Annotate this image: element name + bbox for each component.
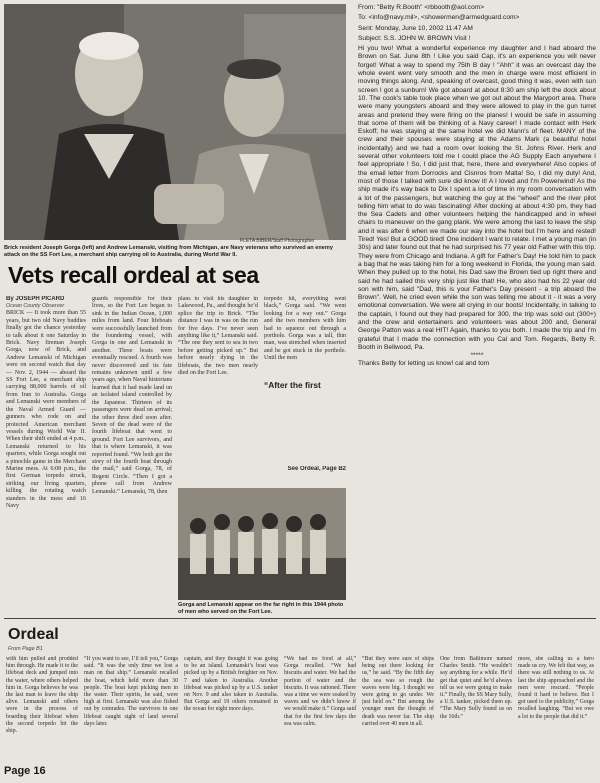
continuation-from: From Page B1 (8, 646, 43, 652)
article-column-3 (178, 296, 258, 482)
continuation-column-4: “We had no food at all,” Gorga recalled. “We had biscuits and water. We had the portion of water and the biscuits. It was rationed. There was a time we were soaked by waves and we didn’t know if we would make it.” Gorga said that for the first few days the sea was calm. (284, 656, 356, 727)
email-from: From: "Betty R.Booth" <rbbooth@aol.com> (358, 4, 485, 11)
column-text: BRICK — It took more than 55 years, but two old Navy buddies finally got the chance yesterday to talk about it one Saturday in Brick. Navy fireman Joseph Gorga, now of Brick, and Andrew Lemanski of Michigan were on second watch that day — Nov. 2, 1944 — aboard the SS Fort Lee, a merchant ship carrying 88,000 barrels of oil from Iran to Australia. Gorga and Lemanski were members of the Naval Armed Guard — gunners who rode on and protected American merchant vessels during World War II. When their shift ended at 4 p.m., Lemanski returned to his quarters, while Gorga sought out a pinochle game in the Merchant Marine mess. At 6:08 p.m., the first German torpedo struck, striking our living quarters, killing the rotating watch standers in the mess and 16 Navy (6, 310, 86, 509)
historic-photo-caption: Gorga and Lemanski appear on the far right in this 1944 photo of men who served on the Fort Lee. (178, 602, 344, 615)
column-text: torpedo hit, everything went black,” Gorga said. “We went looking for a way out.” Gorga and the two members with him had to squeeze out through a porthole. Gorga was a tall, thin man, was stretched when inserted and he got stuck in the porthole. Until the men (264, 296, 346, 362)
continuation-column-2: “If you want to see, I’ll tell you,” Gorga said. “It was the only time we lost a man on that ship.” Lemanski recalled the boat, which held more than 30 people. The boat kept picking men in the water. Their spirits, he said, were high at first. Lemanski was also fished out by comrades. The survivors in one lifeboat caught sight of land several days later. (84, 656, 178, 727)
continuation-column-3: captain, and they thought it was going to be an island. Lemanski’s boat was picked up by a British freighter on Nov. 7 and taken to Australia. Another lifeboat was picked up by a U.S. tanker on Nov. 9 and also taken to Australia. But Gorga and 19 others remained in the ocean for eight more days. (184, 656, 278, 713)
photo-credit: FLETA BIBER/Staff Photographer (240, 238, 315, 244)
photo-caption: Brick resident Joseph Gorga (left) and Andrew Lemanski, visiting from Michigan, are Navy veterans who survived an enemy attack on the SS Fort Lee, a merchant ship carrying oil to Australia, during World War II. (4, 245, 333, 258)
historic-crew-photo (178, 488, 346, 600)
section-divider (4, 618, 596, 619)
pull-quote: “After the first (264, 380, 321, 390)
email-letter (358, 4, 596, 369)
article-column-4 (264, 296, 346, 372)
email-signoff: Thanks Betty for letting us know! cal and tom (358, 360, 490, 368)
continuation-column-7: more, she calling us a hero made us cry. We felt that way, as there was still nothing to us. At last the ship approached and the men were rescued. “People found it hard to believe. But I got used to the publicity,” Gorga recalled laughing. “But we owe a lot to the people that did it.” (518, 656, 594, 720)
headline: Vets recall ordeal at sea (8, 262, 259, 288)
continued-line (264, 466, 346, 476)
column-text: plans to visit his daughter in Lakewood, Pa., and thought he’d splice the trip to Brick. “The distance I was in was on the run for five days. I’ve never seen anything like it,” Lemanski said. “The one they sent to sea in two before getting picked up.” But before nearly dying in the lifeboats, the two men nearly died on the Fort Lee. (178, 296, 258, 377)
column-text: guards responsible for their lives, so the Fort Lee began to sink in the Indian Ocean, 1,000 miles from land. Four lifeboats were successfully launched from the foundering vessel, with Gorga in one and Lemanski in another. Three boats were eventually rescued. A fourth was never discovered and its fate remains unknown until a few years ago, when Naval historians learned that it had made land on an isolated island controlled by the Japanese. Thirteen of its passengers were dead on arrival; the other three died soon after. Seven of the dead were of the fourth lifeboat that went to ground. Fort Lee survivors, and that is where Lemanski, it was reported found. “We both got the story of the fourth boat through the mail,” said Gorga, 78, of Regent Circle. “Then I got a phone call from Andrew Lemanski.” Lemanski, 78, then (92, 296, 172, 495)
page-number: Page 16 (4, 765, 46, 777)
byline: By JOSEPH PICARD (6, 296, 65, 302)
continuation-column-1: with him pulled and prodded him through. He made it to the lifeboat deck and jumped into the water, where others helped him in. Gorga believes he was the last man to leave the ship alive. Lemanski and others were in the process of boarding their lifeboat when the second torpedo hit the ship. (6, 656, 78, 735)
continuation-column-5: “But they were sure of ships being out there looking for us,” he said. “By the fifth day the sea was so rough the waves were big. I thought we were going to go under. We just held on.” But among the younger men the thought of death was never far. The ship carried over 40 men in all. (362, 656, 434, 727)
veterans-photo (4, 4, 346, 240)
email-separator: ***** (470, 352, 484, 360)
article-column-1 (6, 296, 86, 614)
byline-org: Ocean County Observer (6, 303, 65, 310)
email-body: Hi you two! What a wonderful experience my daughter and I had aboard the Brown on Sat. June 8th ! Like you said Cap, it's an experience you will never forget! What a way to spend my 75th B day ! "Ahh" it was an overcast day the whole event went very smooth and the men in charge were most efficient in moving things along. And, speaking of overcast, good thing it was, even with sun screen I got a sunburn! We got aboard at about 8:30 am ship left the dock about 10. The cook's table took place when we got out about the Maryport area. There were many youngsters aboard and they were allowed to play in the gun turret areas and pretend they were firing on the planes! I would be safe in assuming that some of them will be thinking of a Navy career! I made contact with Herk Eskoff; he was staying at the same hotel we did Mann's of fleet. MANY of the crew and their spouses were staying at the Adams Mark (a beautiful hotel incidentally) and we had a room over looking the St. Johns River. Herk and several other volunteers told me I could place the AG Supply Each anywhere I feel appropriate ! So, I did just that, here, there and everywhere! Also copies of the email letter from Dorrocks and Cisnros from Malta! So, I did my duty! And, most of those I talked with sure did know it! A I loved and I'm Powerwind! As the ship made it's way back to Dix I spent a lot of time in my room conversation with a lot of the passengers, but watching the guy at the "wheel" and the river pilot telling him what to do was fascinating! After docking at about 4:30 pm, they had the Sea Cadets and other volunteers helping the handicapped and in wheel chairs to maneuver on the gang plank. We were among the last to leave the ship and it was after 6 when we made our way into the hotel but I'm here and rested! Tired! Yes! But a GOOD tired! One incident I want to relate. I met a young man (in 30s) and later found out that he had surprised his 77 year old Father with this trip. They were from Chicago and Indiana. A gift for Father's Day! He told him to pack a bag that he was taking him for a long weekend in Florida, the young man said. When they pulled up to the hotel, his Dad saw the Brown tied up right there and said he had sailed this very ship just like that! He, who also had his 22 year old son with him, said "Dad, this is your Father's Day present - a trip aboard the Brown". Well, he cried even while the son was telling me about it - it was a very emotional conversation. We were all crying in our boots! Incidentally, in talking to the captain, I found out they had prepared for 300, the trip was sold out (300+) and the crew and entertainers and volunteers was about 200 and, General George Patton was a real HIT! Again, thanks to you both. I made the trip and I'm grateful that I made the connection with you Cal and Tom. Regards, Betty R. Booth in Bellwood, Pa. (358, 45, 596, 351)
continuation-column-6: One from Baltimore named Charles Smith. “He wouldn’t say anything for a while. He’d get that quiet and he’d always tell us we were going to make it.” Finally, the SS Mary Sully, a U.S. tanker, picked them up. “The Mary Sully found us on the 16th.” (440, 656, 512, 720)
article-column-2 (92, 296, 172, 614)
email-sent: Sent: Monday, June 10, 2002 11:47 AM (358, 24, 473, 32)
continuation-title: Ordeal (8, 626, 59, 643)
email-to: To: <info@navy.mil>, <showermen@armedguard.com> (358, 14, 520, 22)
email-subject: Subject: S.S. JOHN W. BROWN Visit ! (358, 34, 471, 42)
continued-link: See Ordeal, Page B2 (287, 466, 346, 472)
